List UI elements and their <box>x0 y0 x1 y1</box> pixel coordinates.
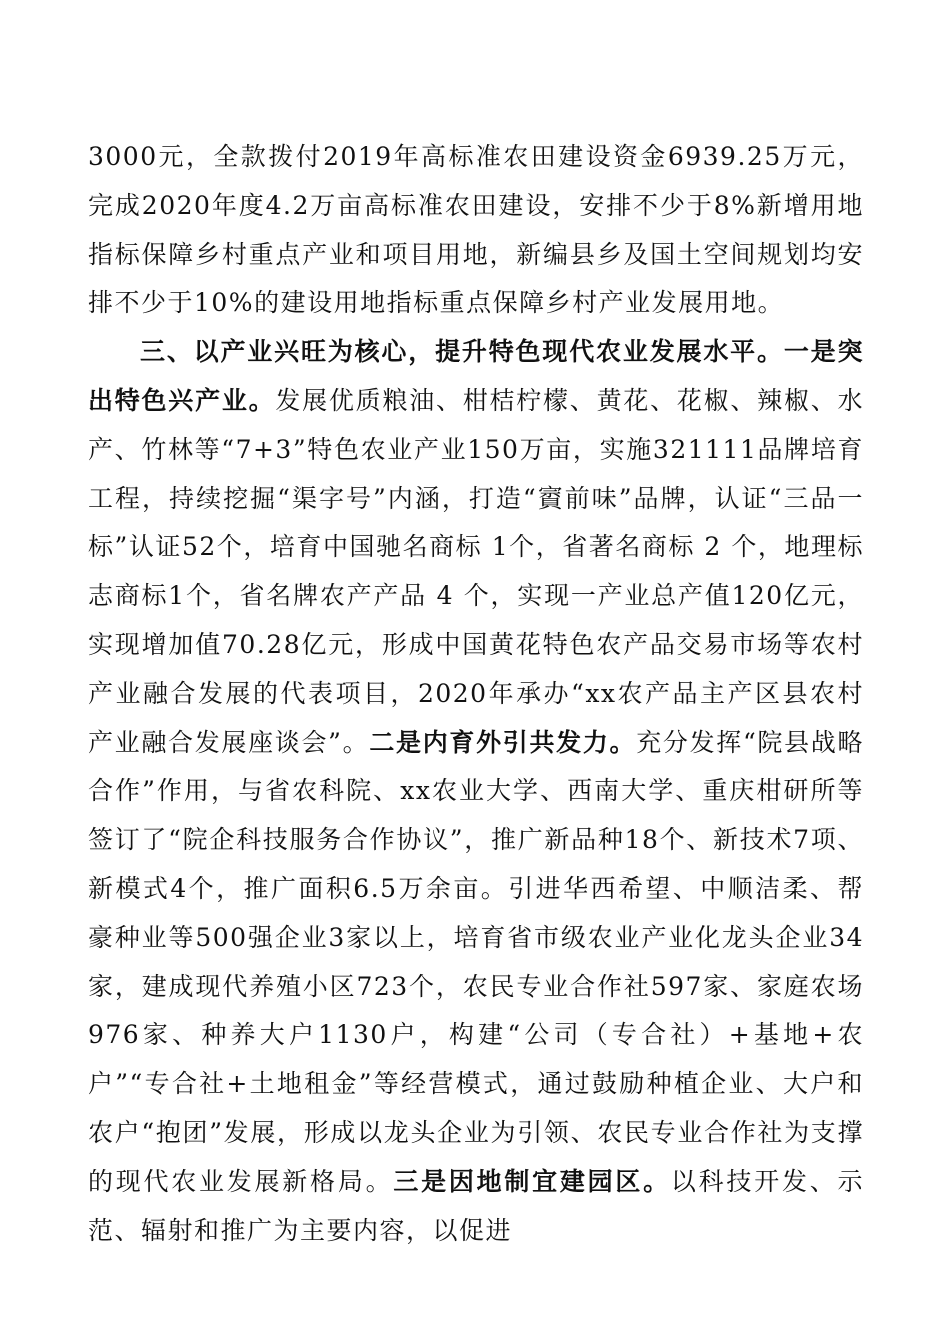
paragraph-industry-prosperity <box>88 328 864 1255</box>
point-1-text: 发展优质粮油、柑桔柠檬、黄花、花椒、辣椒、水产、竹林等“7+3”特色农业产业150万亩，实施321111品牌培育工程，持续挖掘“渠字号”内涵，打造“賨前味”品牌，认证“三品一标”认证52个，培育中国驰名商标 1个，省著名商标 2 个，地理标志商标1个，省名牌农产产品 4 个，实现一产业总产值120亿元，实现增加值70.28亿元，形成中国黄花特色农产品交易市场等农村产业融合发展的代表项目，2020年承办“xx农产品主产区县农村产业融合发展座谈会”。 <box>88 385 864 757</box>
document-page <box>88 133 864 1255</box>
point-3-text: 以科技开发、示范、辐射和推广为主要内容，以促进 <box>88 1166 864 1245</box>
section-heading: 三、以产业兴旺为核心，提升特色现代农业发展水平。 <box>140 337 784 367</box>
point-2-title: 二是内育外引共发力。 <box>369 727 637 757</box>
point-2-text: 充分发挥“院县战略合作”作用，与省农科院、xx农业大学、西南大学、重庆柑研所等签订了“院企科技服务合作协议”，推广新品种18个、新技术7项、新模式4个，推广面积6.5万余亩。引进华西希望、中顺洁柔、帮豪种业等500强企业3家以上，培育省市级农业产业化龙头企业34家，建成现代养殖小区723个，农民专业合作社597家、家庭农场976家、种养大户1130户，构建“公司（专合社）+基地+农户”“专合社+土地租金”等经营模式，通过鼓励种植企业、大户和农户“抱团”发展，形成以龙头企业为引领、农民专业合作社为支撑的现代农业发展新格局。 <box>88 727 864 1196</box>
paragraph-land-funding: 3000元，全款拨付2019年高标准农田建设资金6939.25万元，完成2020年度4.2万亩高标准农田建设，安排不少于8%新增用地指标保障乡村重点产业和项目用地，新编县乡及国土空间规划均安排不少于10%的建设用地指标重点保障乡村产业发展用地。 <box>88 142 864 318</box>
point-1-title: 一是突出特色兴产业。 <box>88 337 864 415</box>
point-3-title: 三是因地制宜建园区。 <box>393 1166 671 1196</box>
